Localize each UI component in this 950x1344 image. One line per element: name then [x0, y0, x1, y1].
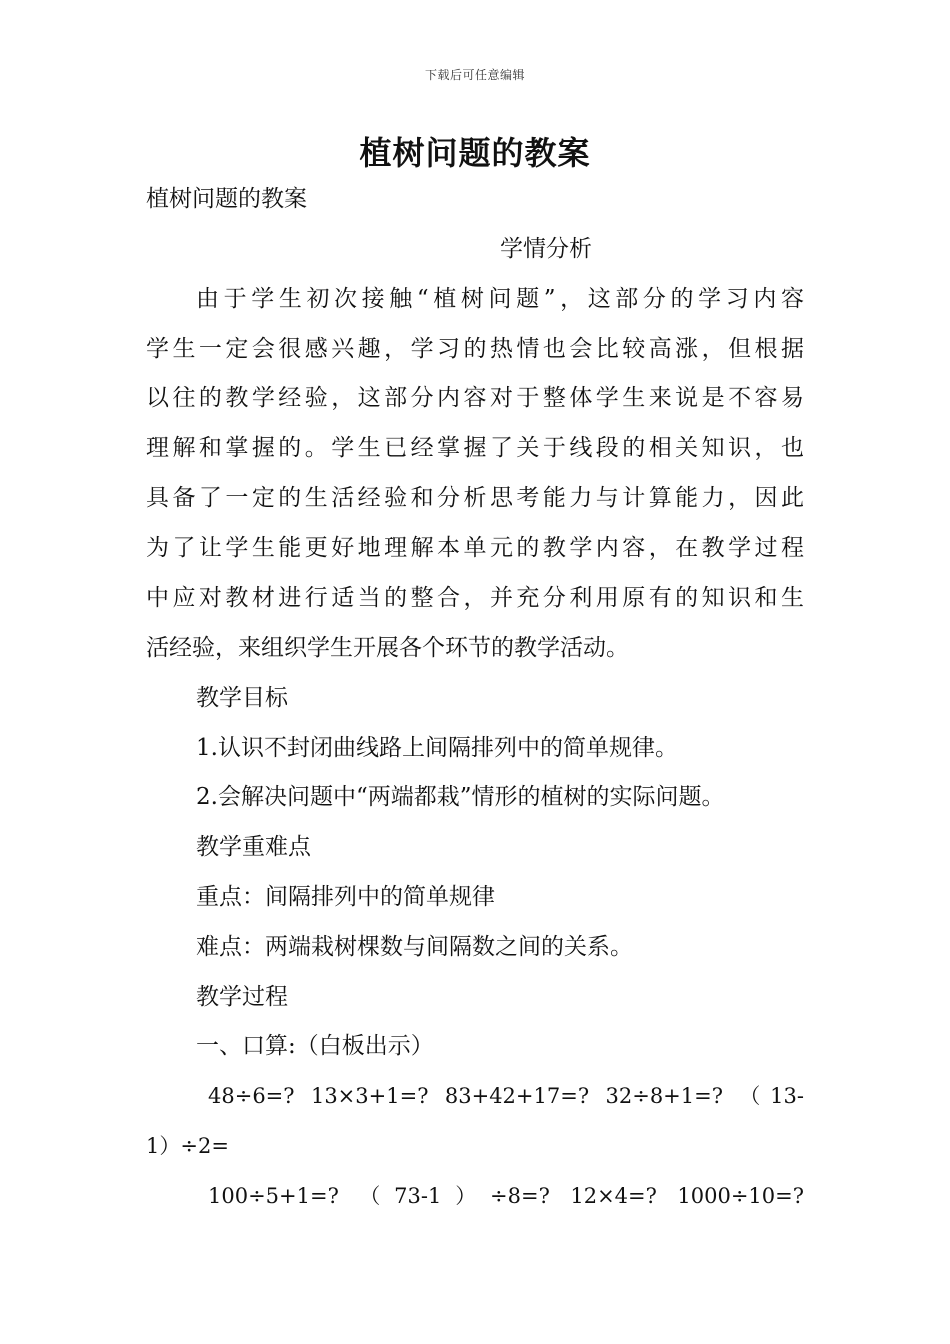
analysis-line-4: 理解和掌握的。学生已经掌握了关于线段的相关知识，也	[146, 435, 804, 461]
document-title: 植树问题的教案	[359, 134, 591, 172]
goals-heading: 教学目标	[196, 685, 288, 711]
calc-row-1: 48÷6=? 13×3+1=? 83+42+17=? 32÷8+1=? （13-	[208, 1084, 804, 1108]
header-note: 下载后可任意编辑	[424, 68, 525, 82]
process-step-1: 一、口算:（白板出示）	[196, 1033, 434, 1059]
analysis-line-5: 具备了一定的生活经验和分析思考能力与计算能力，因此	[146, 485, 804, 511]
difficult-point: 难点：两端栽树棵数与间隔数之间的关系。	[196, 934, 633, 960]
goal-item-2: 2.会解决问题中“两端都栽”情形的植树的实际问题。	[196, 784, 725, 810]
document-subtitle: 植树问题的教案	[146, 186, 307, 212]
calc-row-2: 100÷5+1=? （73-1）÷8=? 12×4=? 1000÷10=?	[208, 1184, 804, 1208]
analysis-line-7: 中应对教材进行适当的整合，并充分利用原有的知识和生	[146, 585, 804, 611]
analysis-line-2: 学生一定会很感兴趣，学习的热情也会比较高涨，但根据	[146, 336, 804, 362]
key-point: 重点：间隔排列中的简单规律	[196, 884, 495, 910]
key-heading: 教学重难点	[196, 834, 311, 860]
calc-row-1-wrap: 1）÷2=	[146, 1134, 229, 1158]
goal-item-1: 1.认识不封闭曲线路上间隔排列中的简单规律。	[196, 735, 678, 761]
section-heading-analysis: 学情分析	[500, 236, 592, 262]
analysis-line-1: 由于学生初次接触“植树问题”，这部分的学习内容	[196, 286, 804, 312]
analysis-line-3: 以往的教学经验，这部分内容对于整体学生来说是不容易	[146, 385, 804, 411]
analysis-line-8: 活经验，来组织学生开展各个环节的教学活动。	[146, 635, 629, 661]
analysis-line-6: 为了让学生能更好地理解本单元的教学内容，在教学过程	[146, 535, 804, 561]
process-heading: 教学过程	[196, 984, 288, 1010]
